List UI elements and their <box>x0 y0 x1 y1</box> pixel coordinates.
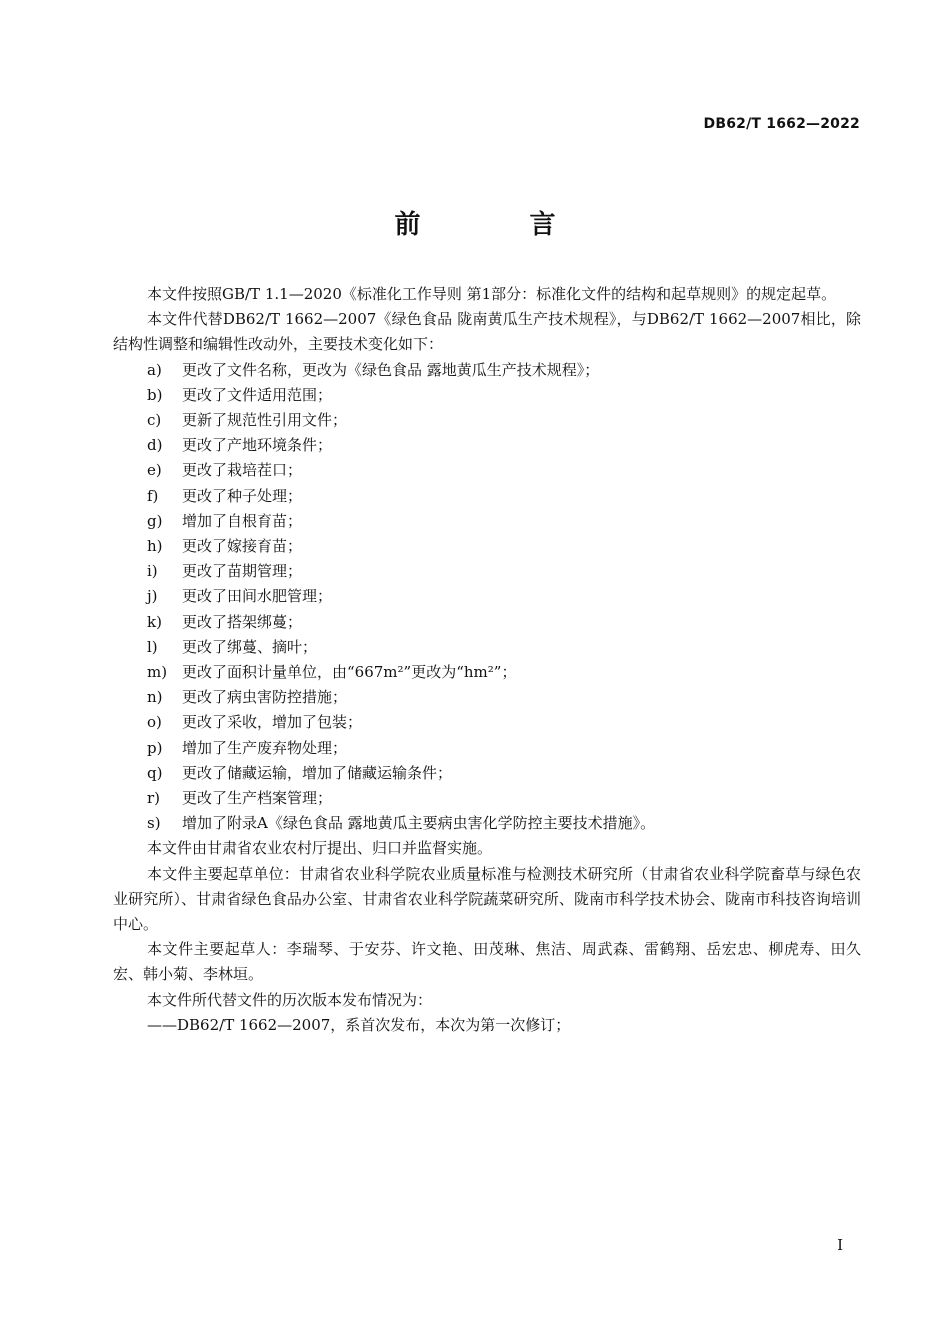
list-item-text: 更改了文件名称，更改为《绿色食品 露地黄瓜生产技术规程》； <box>182 360 600 379</box>
list-item-text: 更改了田间水肥管理； <box>182 587 333 606</box>
list-item <box>113 811 861 836</box>
list-item <box>113 786 861 811</box>
paragraph-replacement: 本文件代替DB62/T 1662—2007《绿色食品 陇南黄瓜生产技术规程》，与DB62/T 1662—2007相比，除结构性调整和编辑性改动外，主要技术变化如下： <box>113 310 861 354</box>
list-marker: p) <box>147 738 163 757</box>
list-item <box>113 761 861 786</box>
list-marker: d) <box>147 436 163 455</box>
list-marker: q) <box>147 763 163 782</box>
list-marker: j) <box>147 587 158 606</box>
list-marker: s) <box>147 814 161 833</box>
document-code: DB62/T 1662—2022 <box>703 116 860 132</box>
list-item <box>113 484 861 509</box>
list-item <box>113 433 861 458</box>
foreword-body <box>113 282 861 1038</box>
list-marker: f) <box>147 486 159 505</box>
list-item-text: 增加了自根育苗； <box>182 511 303 530</box>
list-item-text: 更新了规范性引用文件； <box>182 411 348 430</box>
list-item-text: 更改了文件适用范围； <box>182 385 333 404</box>
list-marker: n) <box>147 688 163 707</box>
list-item <box>113 358 861 383</box>
changes-list <box>113 358 861 837</box>
list-item <box>113 710 861 735</box>
list-marker: c) <box>147 411 162 430</box>
list-marker: r) <box>147 789 161 808</box>
list-marker: l) <box>147 637 158 656</box>
list-item <box>113 458 861 483</box>
list-item-text: 更改了面积计量单位，由“667m²”更改为“hm²”； <box>182 663 517 682</box>
list-item-text: 更改了种子处理； <box>182 486 303 505</box>
list-marker: k) <box>147 612 162 631</box>
paragraph-drafters: 本文件主要起草人：李瑞琴、于安芬、许文艳、田茂琳、焦洁、周武森、雷鹤翔、岳宏忠、柳虎寿、田久宏、韩小菊、李林垣。 <box>113 940 861 984</box>
list-item-text: 增加了附录A《绿色食品 露地黄瓜主要病虫害化学防控主要技术措施》。 <box>182 814 656 833</box>
paragraph-drafting-units: 本文件主要起草单位：甘肃省农业科学院农业质量标准与检测技术研究所（甘肃省农业科学院畜草与绿色农业研究所）、甘肃省绿色食品办公室、甘肃省农业科学院蔬菜研究所、陇南市科学技术协会、陇南市科技咨询培训中心。 <box>113 864 861 934</box>
list-item-text: 更改了产地环境条件； <box>182 436 333 455</box>
paragraph-history-intro: 本文件所代替文件的历次版本发布情况为： <box>147 990 433 1009</box>
list-item <box>113 610 861 635</box>
list-item-text: 更改了嫁接育苗； <box>182 537 303 556</box>
list-marker: h) <box>147 537 163 556</box>
list-item-text: 更改了绑蔓、摘叶； <box>182 637 318 656</box>
list-item-text: 增加了生产废弃物处理； <box>182 738 348 757</box>
page-number: I <box>837 1236 843 1254</box>
list-item-text: 更改了生产档案管理； <box>182 789 333 808</box>
list-item <box>113 534 861 559</box>
list-item <box>113 736 861 761</box>
list-item <box>113 408 861 433</box>
list-item <box>113 635 861 660</box>
list-marker: g) <box>147 511 163 530</box>
list-item-text: 更改了病虫害防控措施； <box>182 688 348 707</box>
list-marker: i) <box>147 562 158 581</box>
list-item <box>113 584 861 609</box>
list-marker: e) <box>147 461 162 480</box>
list-item <box>113 383 861 408</box>
list-item-text: 更改了采收，增加了包装； <box>182 713 363 732</box>
list-item <box>113 660 861 685</box>
list-item-text: 更改了搭架绑蔓； <box>182 612 303 631</box>
list-marker: m) <box>147 663 168 682</box>
page-title: 前 言 <box>394 210 606 240</box>
paragraph-history-item: ——DB62/T 1662—2007，系首次发布，本次为第一次修订； <box>147 1015 571 1034</box>
list-item-text: 更改了栽培茬口； <box>182 461 303 480</box>
list-marker: a) <box>147 360 162 379</box>
list-item <box>113 685 861 710</box>
list-item-text: 更改了储藏运输，增加了储藏运输条件； <box>182 763 453 782</box>
paragraph-drafting-basis: 本文件按照GB/T 1.1—2020《标准化工作导则 第1部分：标准化文件的结构和起草规则》的规定起草。 <box>147 285 837 303</box>
list-item <box>113 559 861 584</box>
list-marker: o) <box>147 713 162 732</box>
list-item <box>113 509 861 534</box>
paragraph-proposer: 本文件由甘肃省农业农村厅提出、归口并监督实施。 <box>147 839 493 858</box>
list-item-text: 更改了苗期管理； <box>182 562 303 581</box>
list-marker: b) <box>147 385 163 404</box>
